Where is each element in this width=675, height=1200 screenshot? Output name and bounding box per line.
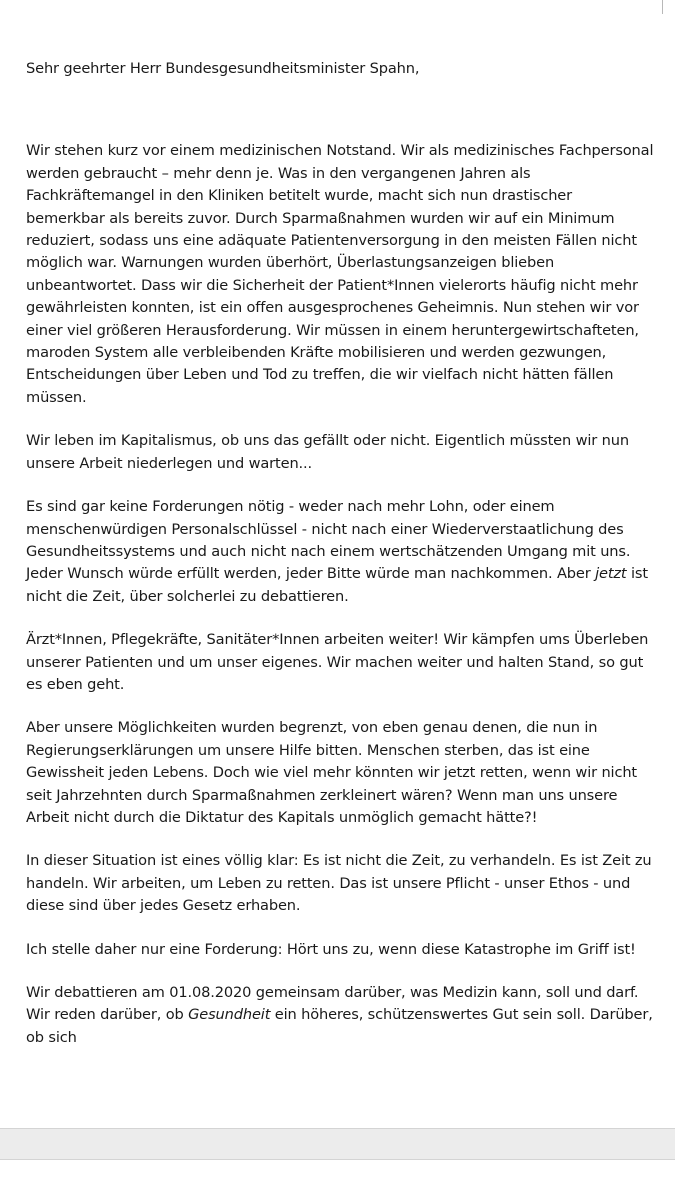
paragraph-5: Aber unsere Möglichkeiten wurden begrenzt, von eben genau denen, die nun in Regierungserklärungen um unsere Hilfe bitten. Menschen sterben, das ist eine Gewissheit jeden Lebens. Doch wie viel mehr könnten wir jetzt retten, wenn wir nicht seit Jahrzehnten durch Sparmaßnahmen zerkleinert wären? Wenn man uns unsere Arbeit nicht durch die Diktatur des Kapitals unmöglich gemacht hätte?! bbox=[26, 719, 637, 826]
page-edge-line bbox=[662, 0, 663, 14]
paragraph-6: In dieser Situation ist eines völlig klar: Es ist nicht die Zeit, zu verhandeln. Es ist Zeit zu handeln. Wir arbeiten, um Leben zu retten. Das ist unsere Pflicht - unser Ethos - und diese sind über jedes Gesetz erhaben. bbox=[26, 852, 652, 915]
paragraph-8 bbox=[26, 982, 654, 1049]
page-separator-band bbox=[0, 1128, 675, 1160]
paragraph-7: Ich stelle daher nur eine Forderung: Hört uns zu, wenn diese Katastrophe im Griff ist! bbox=[26, 940, 636, 958]
paragraph-4: Ärzt*Innen, Pflegekräfte, Sanitäter*Innen arbeiten weiter! Wir kämpfen ums Überleben unserer Patienten und um unser eigenes. Wir machen weiter und halten Stand, so gut es eben geht. bbox=[26, 631, 649, 693]
paragraph-3-text-a: Es sind gar keine Forderungen nötig - weder nach mehr Lohn, oder einem menschenwürdigen Personalschlüssel - nicht nach einer Wiederverstaatlichung des Gesundheitssystems und auch nicht nach einem wertschätzenden Umgang mit uns. Jeder Wunsch würde erfüllt werden, jeder Bitte würde man nachkommen. Aber bbox=[26, 498, 631, 583]
salutation: Sehr geehrter Herr Bundesgesundheitsminister Spahn, bbox=[26, 60, 420, 77]
paragraph-2: Wir leben im Kapitalismus, ob uns das gefällt oder nicht. Eigentlich müssten wir nun unsere Arbeit niederlegen und warten... bbox=[26, 432, 629, 472]
paragraph-8-text-a: Wir debattieren am 01.08.2020 gemeinsam darüber, was Medizin kann, soll und darf. Wir reden darüber, ob bbox=[26, 984, 639, 1024]
paragraph-3 bbox=[26, 496, 654, 608]
paragraph-3-emphasis: jetzt bbox=[595, 565, 627, 583]
paragraph-8-emphasis: Gesundheit bbox=[188, 1006, 271, 1024]
letter-body bbox=[26, 58, 654, 1070]
paragraph-3-text-b: ist nicht die Zeit, über solcherlei zu debattieren. bbox=[26, 565, 648, 605]
paragraph-1: Wir stehen kurz vor einem medizinischen Notstand. Wir als medizinisches Fachpersonal werden gebraucht – mehr denn je. Was in den vergangenen Jahren als Fachkräftemangel in den Kliniken betitelt wurde, macht sich nun drastischer bemerkbar als bereits zuvor. Durch Sparmaßnahmen wurden wir auf ein Minimum reduziert, sodass uns eine adäquate Patientenversorgung in den meisten Fällen nicht möglich war. Warnungen wurden überhört, Überlastungsanzeigen blieben unbeantwortet. Dass wir die Sicherheit der Patient*Innen vielerorts häufig nicht mehr gewährleisten konnten, ist ein offen ausgesprochenes Geheimnis. Nun stehen wir vor einer viel größeren Herausforderung. Wir müssen in einem heruntergewirtschafteten, maroden System alle verbleibenden Kräfte mobilisieren und werden gezwungen, Entscheidungen über Leben und Tod zu treffen, die wir vielfach nicht hätten fällen müssen. bbox=[26, 142, 654, 406]
paragraph-8-text-b: ein höheres, schützenswertes Gut sein soll. Darüber, ob sich bbox=[26, 1006, 653, 1046]
next-page-area bbox=[0, 1160, 675, 1200]
